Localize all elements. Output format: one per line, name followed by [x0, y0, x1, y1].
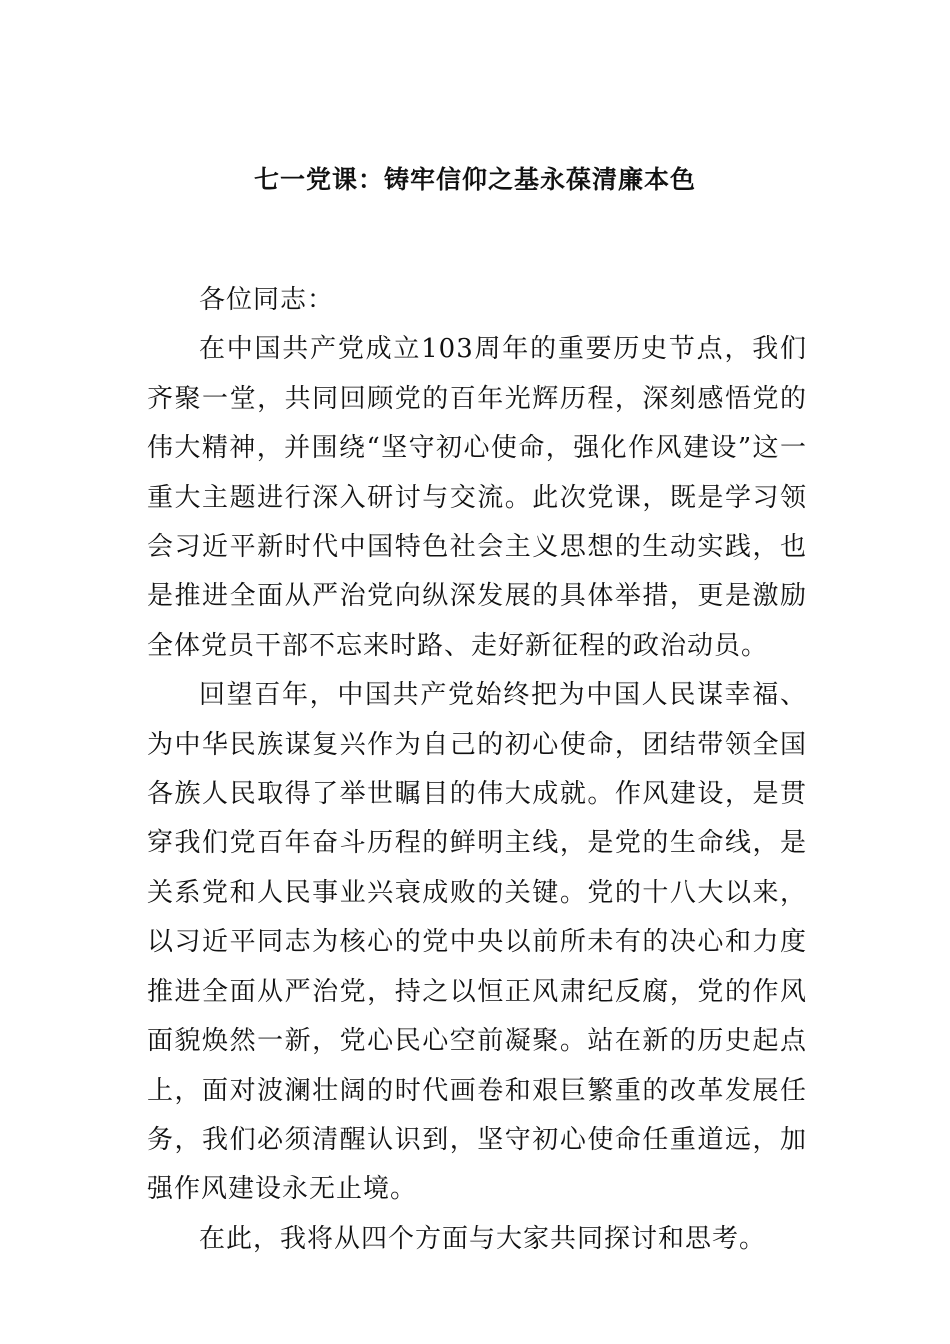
document-title: 七一党课：铸牢信仰之基永葆清廉本色 [253, 165, 696, 194]
body-paragraph: 回望百年，中国共产党始终把为中国人民谋幸福、为中华民族谋复兴作为自己的初心使命，团结带领全国各族人民取得了举世瞩目的伟大成就。作风建设，是贯穿我们党百年奋斗历程的鲜明主线，是党的生命线，是关系党和人民事业兴衰成败的关键。党的十八大以来，以习近平同志为核心的党中央以前所未有的决心和力度推进全面从严治党，持之以恒正风肃纪反腐，党的作风面貌焕然一新，党心民心空前凝聚。站在新的历史起点上，面对波澜壮阔的时代画卷和艰巨繁重的改革发展任务，我们必须清醒认识到，坚守初心使命任重道远，加强作风建设永无止境。 [147, 680, 807, 1205]
salutation-paragraph: 各位同志： [199, 285, 335, 315]
body-paragraph: 在此，我将从四个方面与大家共同探讨和思考。 [199, 1223, 767, 1254]
body-paragraph: 在中国共产党成立103周年的重要历史节点，我们齐聚一堂，共同回顾党的百年光辉历程，深刻感悟党的伟大精神，并围绕“坚守初心使命，强化作风建设”这一重大主题进行深入研讨与交流。此次党课，既是学习领会习近平新时代中国特色社会主义思想的生动实践，也是推进全面从严治党向纵深发展的具体举措，更是激励全体党员干部不忘来时路、走好新征程的政治动员。 [147, 334, 807, 661]
document-body [147, 276, 807, 1264]
